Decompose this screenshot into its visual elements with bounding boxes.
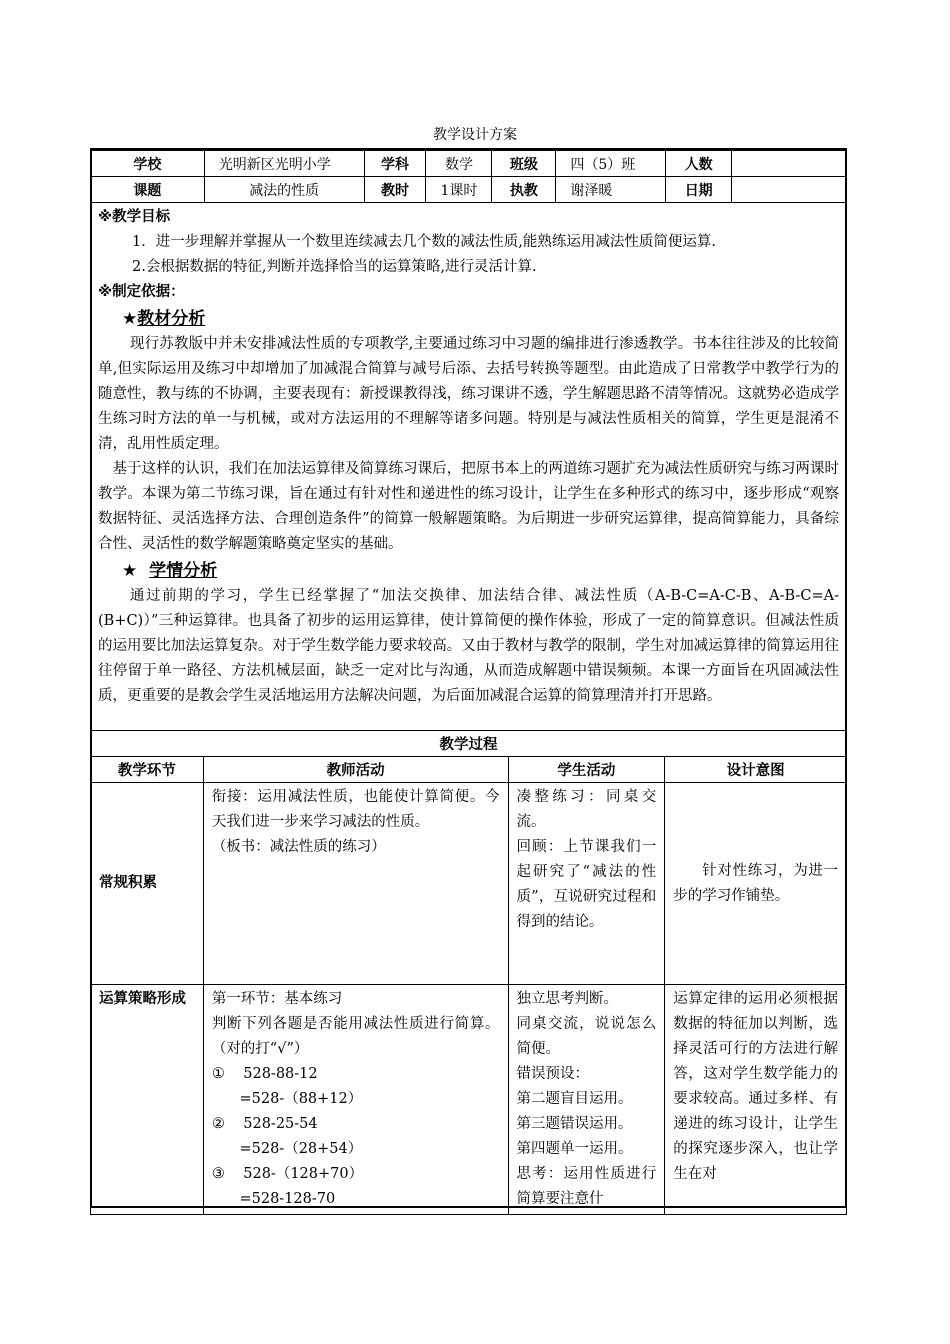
info-label: 教时 — [364, 177, 426, 203]
design-intent-cell: 针对性练习，为进一步的学习作铺垫。 — [665, 783, 847, 985]
info-value: 减法的性质 — [204, 177, 364, 203]
info-label: 日期 — [666, 177, 732, 203]
info-value — [732, 177, 847, 203]
teacher-line: =528-128-70 — [211, 1191, 336, 1207]
student-line: 回顾：上节课我们一起研究了“减法的性质”，互说研究过程和得到的结论。 — [516, 839, 657, 930]
table-row — [91, 783, 847, 985]
star-icon: ★ — [122, 309, 138, 329]
column-header-stage: 教学环节 — [91, 757, 204, 783]
learner-paragraph: 通过前期的学习，学生已经掌握了“加法交换律、加法结合律、减法性质（A-B-C=A-C-B、A-B-C=A-(B+C)）”三种运算律。也具备了初步的运用运算律，使计算简便的操作体验，形成了一定的简算意识。但减法性质的运用要比加法运算复杂。对于学生数学能力要求较高。又由于教材与教学的限制，学生对加减运算律的简算运用往往停留于单一路径、方法机械层面，缺乏一定对比与沟通，从而造成解题中错误频频。本课一方面旨在巩固减法性质，更重要的是教会学生灵活地运用方法解决问题，为后面加减混合运算的简算理清并打开思路。 — [98, 588, 839, 704]
info-label: 人数 — [666, 151, 732, 177]
student-activity-cell — [508, 783, 665, 985]
info-value: 1课时 — [426, 177, 492, 203]
star-icon: ★ — [122, 561, 138, 581]
info-row — [91, 177, 847, 203]
textbook-paragraph-1: 现行苏教版中并未安排减法性质的专项教学,主要通过练习中习题的编排进行渗透教学。书本往往涉及的比较简单,但实际运用及练习中却增加了加减混合简算与减号后添、去括号转换等题型。由此造成了日常教学中教学行为的随意性，教与练的不协调，主要表现有：新授课教得浅，练习课讲不透，学生解题思路不清等情况。这就势必造成学生练习时方法的单一与机械，或对方法运用的不理解等诸多问题。特别是与减法性质相关的简算，学生更是混淆不清，乱用性质定理。 — [98, 336, 839, 452]
column-header-student: 学生活动 — [508, 757, 665, 783]
info-value: 四（5）班 — [556, 151, 666, 177]
learner-analysis-heading — [92, 559, 845, 584]
info-row — [91, 151, 847, 177]
student-line: 第二题盲目运用。 — [516, 1091, 633, 1107]
student-line: 第三题错误运用。 — [516, 1116, 633, 1132]
textbook-analysis-heading — [92, 307, 845, 332]
info-value: 谢泽暖 — [556, 177, 666, 203]
info-value: 数学 — [426, 151, 492, 177]
teacher-line: ① 528-88-12 — [211, 1066, 318, 1082]
objective-item-1: 1．进一步理解并掌握从一个数里连续减去几个数的减法性质,能熟练运用减法性质简便运算. — [132, 234, 716, 250]
student-line: 同桌交流，说说怎么简便。 — [516, 1016, 657, 1057]
info-value — [732, 151, 847, 177]
info-label: 执教 — [492, 177, 556, 203]
table-row — [91, 985, 847, 1215]
objectives-heading: ※教学目标 — [98, 209, 171, 225]
process-heading: 教学过程 — [91, 731, 847, 757]
teacher-line: ② 528-25-54 — [211, 1116, 318, 1132]
learner-heading-text: 学情分析 — [149, 561, 218, 581]
teacher-activity-cell — [203, 783, 508, 985]
info-label: 学科 — [364, 151, 426, 177]
objective-item-2: 2.会根据数据的特征,判断并选择恰当的运算策略,进行灵活计算. — [132, 259, 537, 275]
info-table — [90, 150, 847, 203]
stage-cell: 运算策略形成 — [91, 985, 204, 1215]
info-label: 课题 — [91, 177, 205, 203]
teacher-line: 衔接：运用减法性质，也能使计算简便。今天我们进一步来学习减法的性质。 — [211, 789, 500, 830]
teacher-line: 判断下列各题是否能用减法性质进行简算。（对的打“√”） — [211, 1016, 500, 1057]
teacher-line: 第一环节：基本练习 — [211, 991, 343, 1007]
basis-heading: ※制定依据： — [98, 284, 185, 300]
teacher-line: =528-（28+54） — [211, 1141, 363, 1157]
teacher-line: =528-（88+12） — [211, 1091, 363, 1107]
student-line: 第四题单一运用。 — [516, 1141, 633, 1157]
teacher-line: （板书：减法性质的练习） — [211, 839, 386, 855]
objectives-section — [92, 205, 845, 709]
student-activity-cell — [508, 985, 665, 1215]
info-value: 光明新区光明小学 — [204, 151, 364, 177]
teacher-activity-cell — [203, 985, 508, 1215]
student-line: 凑整练习：同桌交流。 — [516, 789, 657, 830]
teacher-line: ③ 528-（128+70） — [211, 1166, 364, 1182]
stage-cell: 常规积累 — [91, 783, 204, 985]
design-intent-cell: 运算定律的运用必须根据数据的特征加以判断，选择灵活可行的方法进行解答，这对学生数学能力的要求较高。通过多样、有递进的练习设计，让学生的探究逐步深入，也让学生在对 — [665, 985, 847, 1215]
column-header-teacher: 教师活动 — [203, 757, 508, 783]
textbook-heading-text: 教材分析 — [137, 309, 206, 329]
info-label: 班级 — [492, 151, 556, 177]
student-line: 思考：运用性质进行简算要注意什 — [516, 1166, 657, 1207]
process-table — [90, 730, 847, 1215]
page-title: 教学设计方案 — [433, 127, 517, 143]
column-header-intent: 设计意图 — [665, 757, 847, 783]
textbook-paragraph-2: 基于这样的认识，我们在加法运算律及简算练习课后，把原书本上的两道练习题扩充为减法性质研究与练习两课时教学。本课为第二节练习课，旨在通过有针对性和递进性的练习设计，让学生在多种形式的练习中，逐步形成“观察数据特征、灵活选择方法、合理创造条件”的简算一般解题策略。为后期进一步研究运算律，提高简算能力，具备综合性、灵活性的数学解题策略奠定坚实的基础。 — [98, 461, 839, 552]
student-line: 独立思考判断。 — [516, 991, 618, 1007]
student-line: 错误预设： — [516, 1066, 589, 1082]
info-label: 学校 — [91, 151, 205, 177]
